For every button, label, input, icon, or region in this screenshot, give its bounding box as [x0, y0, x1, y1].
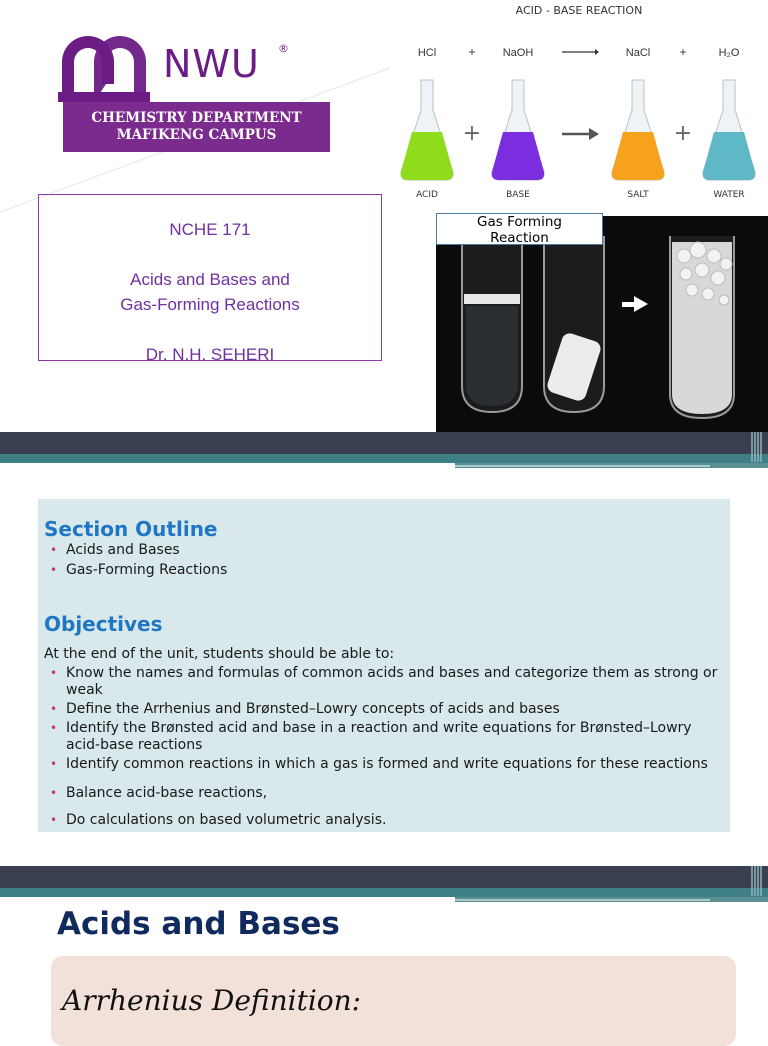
objective-1-line-2: weak — [66, 682, 103, 698]
objective-3-line-1: Identify the Brønsted acid and base in a reaction and write equations for Brønsted–Lowry — [66, 720, 692, 736]
outline-item: • — [50, 563, 58, 577]
objective-5: Balance acid-base reactions, — [66, 785, 268, 801]
acid-base-reaction-figure — [390, 0, 768, 215]
author: Dr. N.H. SEHERI — [145, 345, 275, 364]
outline-panel — [38, 499, 730, 832]
flask-salt — [612, 80, 664, 180]
formula-nacl: NaCl — [625, 47, 651, 59]
title-box — [38, 194, 382, 364]
department-banner — [63, 102, 330, 152]
gas-caption-line-2: Reaction — [490, 230, 549, 246]
slide-divider-band-2 — [0, 866, 768, 902]
objective-3-line-2: acid-base reactions — [66, 737, 203, 753]
logo-text: NWU — [163, 42, 260, 86]
label-acid: ACID — [416, 190, 438, 200]
title-line-2: Gas-Forming Reactions — [120, 295, 300, 314]
flask-acid — [401, 80, 453, 180]
objective-2: Define the Arrhenius and Brønsted–Lowry concepts of acids and bases — [66, 701, 560, 717]
gas-forming-caption — [436, 213, 603, 245]
slide-divider-band-1 — [0, 432, 768, 468]
gas-caption-line-1: Gas Forming — [477, 214, 562, 230]
acids-bases-heading: Acids and Bases — [57, 906, 340, 942]
objective-bullet: • — [50, 786, 58, 800]
label-water: WATER — [713, 190, 745, 200]
department-line-1: CHEMISTRY DEPARTMENT — [91, 110, 302, 126]
flask-base — [492, 80, 544, 180]
logo-registered-mark: ® — [278, 42, 289, 55]
formula-plus-1: + — [468, 45, 476, 59]
svg-text:+: + — [673, 121, 693, 146]
department-line-2: MAFIKENG CAMPUS — [116, 127, 277, 143]
objective-1-line-1: Know the names and formulas of common acids and bases and categorize them as strong or — [66, 665, 718, 681]
formula-naoh: NaOH — [502, 47, 534, 59]
label-salt: SALT — [627, 190, 649, 200]
reaction-flasks — [390, 0, 768, 215]
formula-hcl: HCl — [417, 47, 437, 59]
section-outline-heading: Section Outline — [44, 517, 218, 541]
objective-bullet: • — [50, 813, 58, 827]
objectives-intro: At the end of the unit, students should be able to: — [44, 646, 395, 662]
label-base: BASE — [506, 190, 530, 200]
outline-item-text: Gas-Forming Reactions — [66, 562, 228, 578]
objective-6: Do calculations on based volumetric analysis. — [66, 812, 387, 828]
objective-bullet: • — [50, 702, 58, 716]
slide-title — [0, 0, 768, 432]
objective-4: Identify common reactions in which a gas is formed and write equations for these reactions — [66, 756, 708, 772]
gas-forming-photo — [436, 216, 768, 432]
arrhenius-definition-title: Arrhenius Definition: — [62, 984, 362, 1017]
objective-bullet: • — [50, 721, 58, 735]
nwu-logo-icon — [58, 32, 150, 102]
flask-water — [703, 80, 755, 180]
outline-item-text: Acids and Bases — [66, 542, 180, 558]
course-code: NCHE 171 — [169, 220, 251, 239]
objectives-heading: Objectives — [44, 612, 163, 636]
objective-bullet: • — [50, 757, 58, 771]
objective-bullet: • — [50, 666, 58, 680]
test-tubes-image — [436, 216, 768, 432]
reaction-title: ACID - BASE REACTION — [515, 4, 643, 17]
formula-h2o: H₂O — [718, 47, 740, 59]
svg-text:+: + — [462, 121, 482, 146]
title-line-1: Acids and Bases and — [130, 270, 290, 289]
outline-item: • — [50, 543, 58, 557]
formula-plus-2: + — [679, 45, 687, 59]
